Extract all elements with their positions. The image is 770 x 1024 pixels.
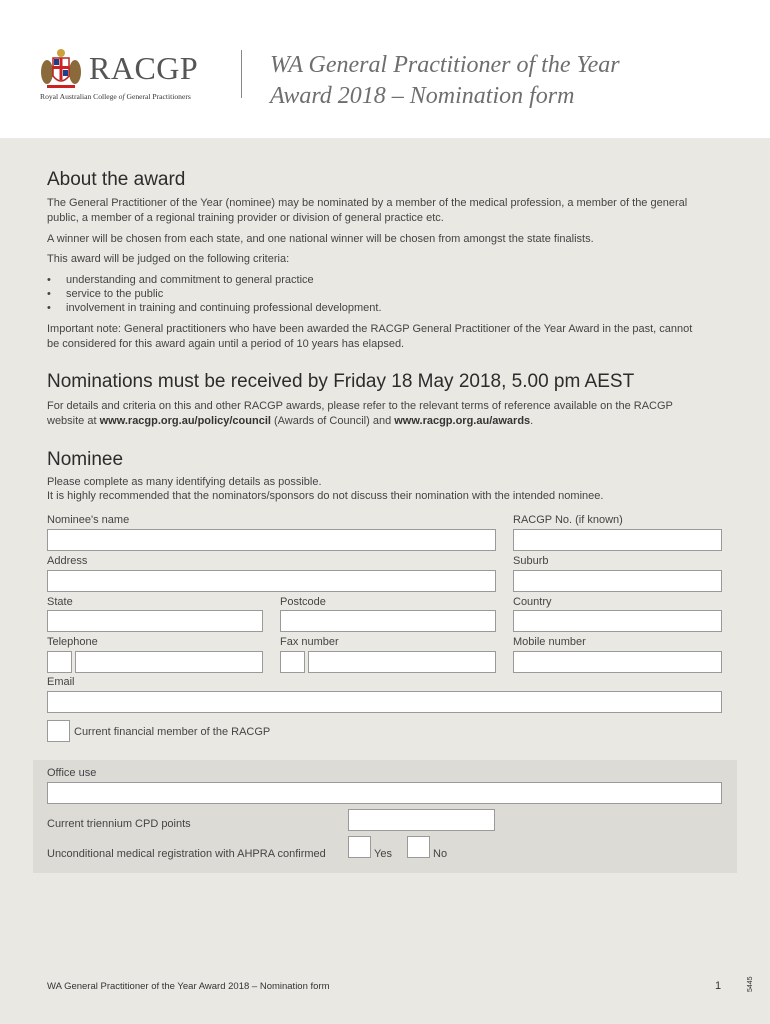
postcode-field[interactable] <box>280 610 496 632</box>
mobile-field[interactable] <box>513 651 722 673</box>
criteria-list <box>47 273 382 315</box>
telephone-area-code-field[interactable] <box>47 651 72 673</box>
telephone-field[interactable] <box>75 651 263 673</box>
list-item: • service to the public <box>47 287 382 301</box>
country-label: Country <box>513 596 552 608</box>
footer-text: WA General Practitioner of the Year Award 2018 – Nomination form <box>47 981 330 992</box>
about-paragraph-1: The General Practitioner of the Year (nominee) may be nominated by a member of the medical profession, a member of the general public, a member of a regional training provider or division of general practice etc. <box>47 197 688 224</box>
email-field[interactable] <box>47 691 722 713</box>
list-item: • understanding and commitment to general practice <box>47 273 382 287</box>
coat-of-arms-icon <box>37 44 85 92</box>
country-field[interactable] <box>513 610 722 632</box>
mobile-label: Mobile number <box>513 636 586 648</box>
nominee-name-label: Nominee's name <box>47 514 130 526</box>
about-heading: About the award <box>47 169 186 190</box>
logo-subtitle: Royal Australian College of General Practitioners <box>40 92 191 101</box>
ahpra-label: Unconditional medical registration with AHPRA confirmed <box>47 848 326 860</box>
document-title: WA General Practitioner of the Year Award 2018 – Nomination form <box>270 52 620 109</box>
state-label: State <box>47 596 73 608</box>
logo-wordmark: RACGP <box>89 50 199 86</box>
deadline-text: For details and criteria on this and other RACGP awards, please refer to the relevant terms of reference available on the RACGP website at www.racgp.org.au/policy/council (Awards of Council) and www.racgp.org.au/awards. <box>47 400 673 427</box>
awards-link[interactable]: www.racgp.org.au/awards <box>394 414 531 427</box>
form-code: 5445 <box>747 976 754 992</box>
fax-field[interactable] <box>308 651 496 673</box>
list-item: • involvement in training and continuing professional development. <box>47 301 382 315</box>
ahpra-no-checkbox[interactable] <box>407 836 430 858</box>
suburb-field[interactable] <box>513 570 722 592</box>
member-checkbox[interactable] <box>47 720 70 742</box>
nominee-name-field[interactable] <box>47 529 496 551</box>
page-number: 1 <box>715 980 722 992</box>
about-paragraph-2: A winner will be chosen from each state, and one national winner will be chosen from amongst the state finalists. <box>47 233 594 245</box>
postcode-label: Postcode <box>280 596 326 608</box>
fax-label: Fax number <box>280 636 339 648</box>
page-header <box>0 0 770 138</box>
telephone-label: Telephone <box>47 636 98 648</box>
header-divider <box>241 50 242 98</box>
address-field[interactable] <box>47 570 496 592</box>
council-link[interactable]: www.racgp.org.au/policy/council <box>99 414 271 427</box>
fax-area-code-field[interactable] <box>280 651 305 673</box>
email-label: Email <box>47 676 75 688</box>
nominee-intro-2: It is highly recommended that the nominators/sponsors do not discuss their nomination with the intended nominee. <box>47 490 604 502</box>
important-note: Important note: General practitioners who have been awarded the RACGP General Practitioner of the Year Award in the past, cannot be considered for this award again until a period of 10 years has elapsed. <box>47 323 693 350</box>
racgp-no-label: RACGP No. (if known) <box>513 514 623 526</box>
cpd-points-label: Current triennium CPD points <box>47 818 191 830</box>
state-field[interactable] <box>47 610 263 632</box>
cpd-points-field[interactable] <box>348 809 495 831</box>
racgp-logo <box>37 44 227 104</box>
ahpra-yes-checkbox[interactable] <box>348 836 371 858</box>
office-use-field[interactable] <box>47 782 722 804</box>
nominee-intro-1: Please complete as many identifying details as possible. <box>47 476 322 488</box>
ahpra-yes-label: Yes <box>374 848 392 860</box>
racgp-no-field[interactable] <box>513 529 722 551</box>
about-paragraph-3: This award will be judged on the following criteria: <box>47 253 290 265</box>
office-use-panel <box>33 760 737 873</box>
address-label: Address <box>47 555 88 567</box>
deadline-heading: Nominations must be received by Friday 18 May 2018, 5.00 pm AEST <box>47 371 635 392</box>
ahpra-no-label: No <box>433 848 448 860</box>
nominee-heading: Nominee <box>47 449 124 470</box>
suburb-label: Suburb <box>513 555 549 567</box>
office-use-label: Office use <box>47 767 97 779</box>
member-checkbox-label: Current financial member of the RACGP <box>74 726 271 738</box>
